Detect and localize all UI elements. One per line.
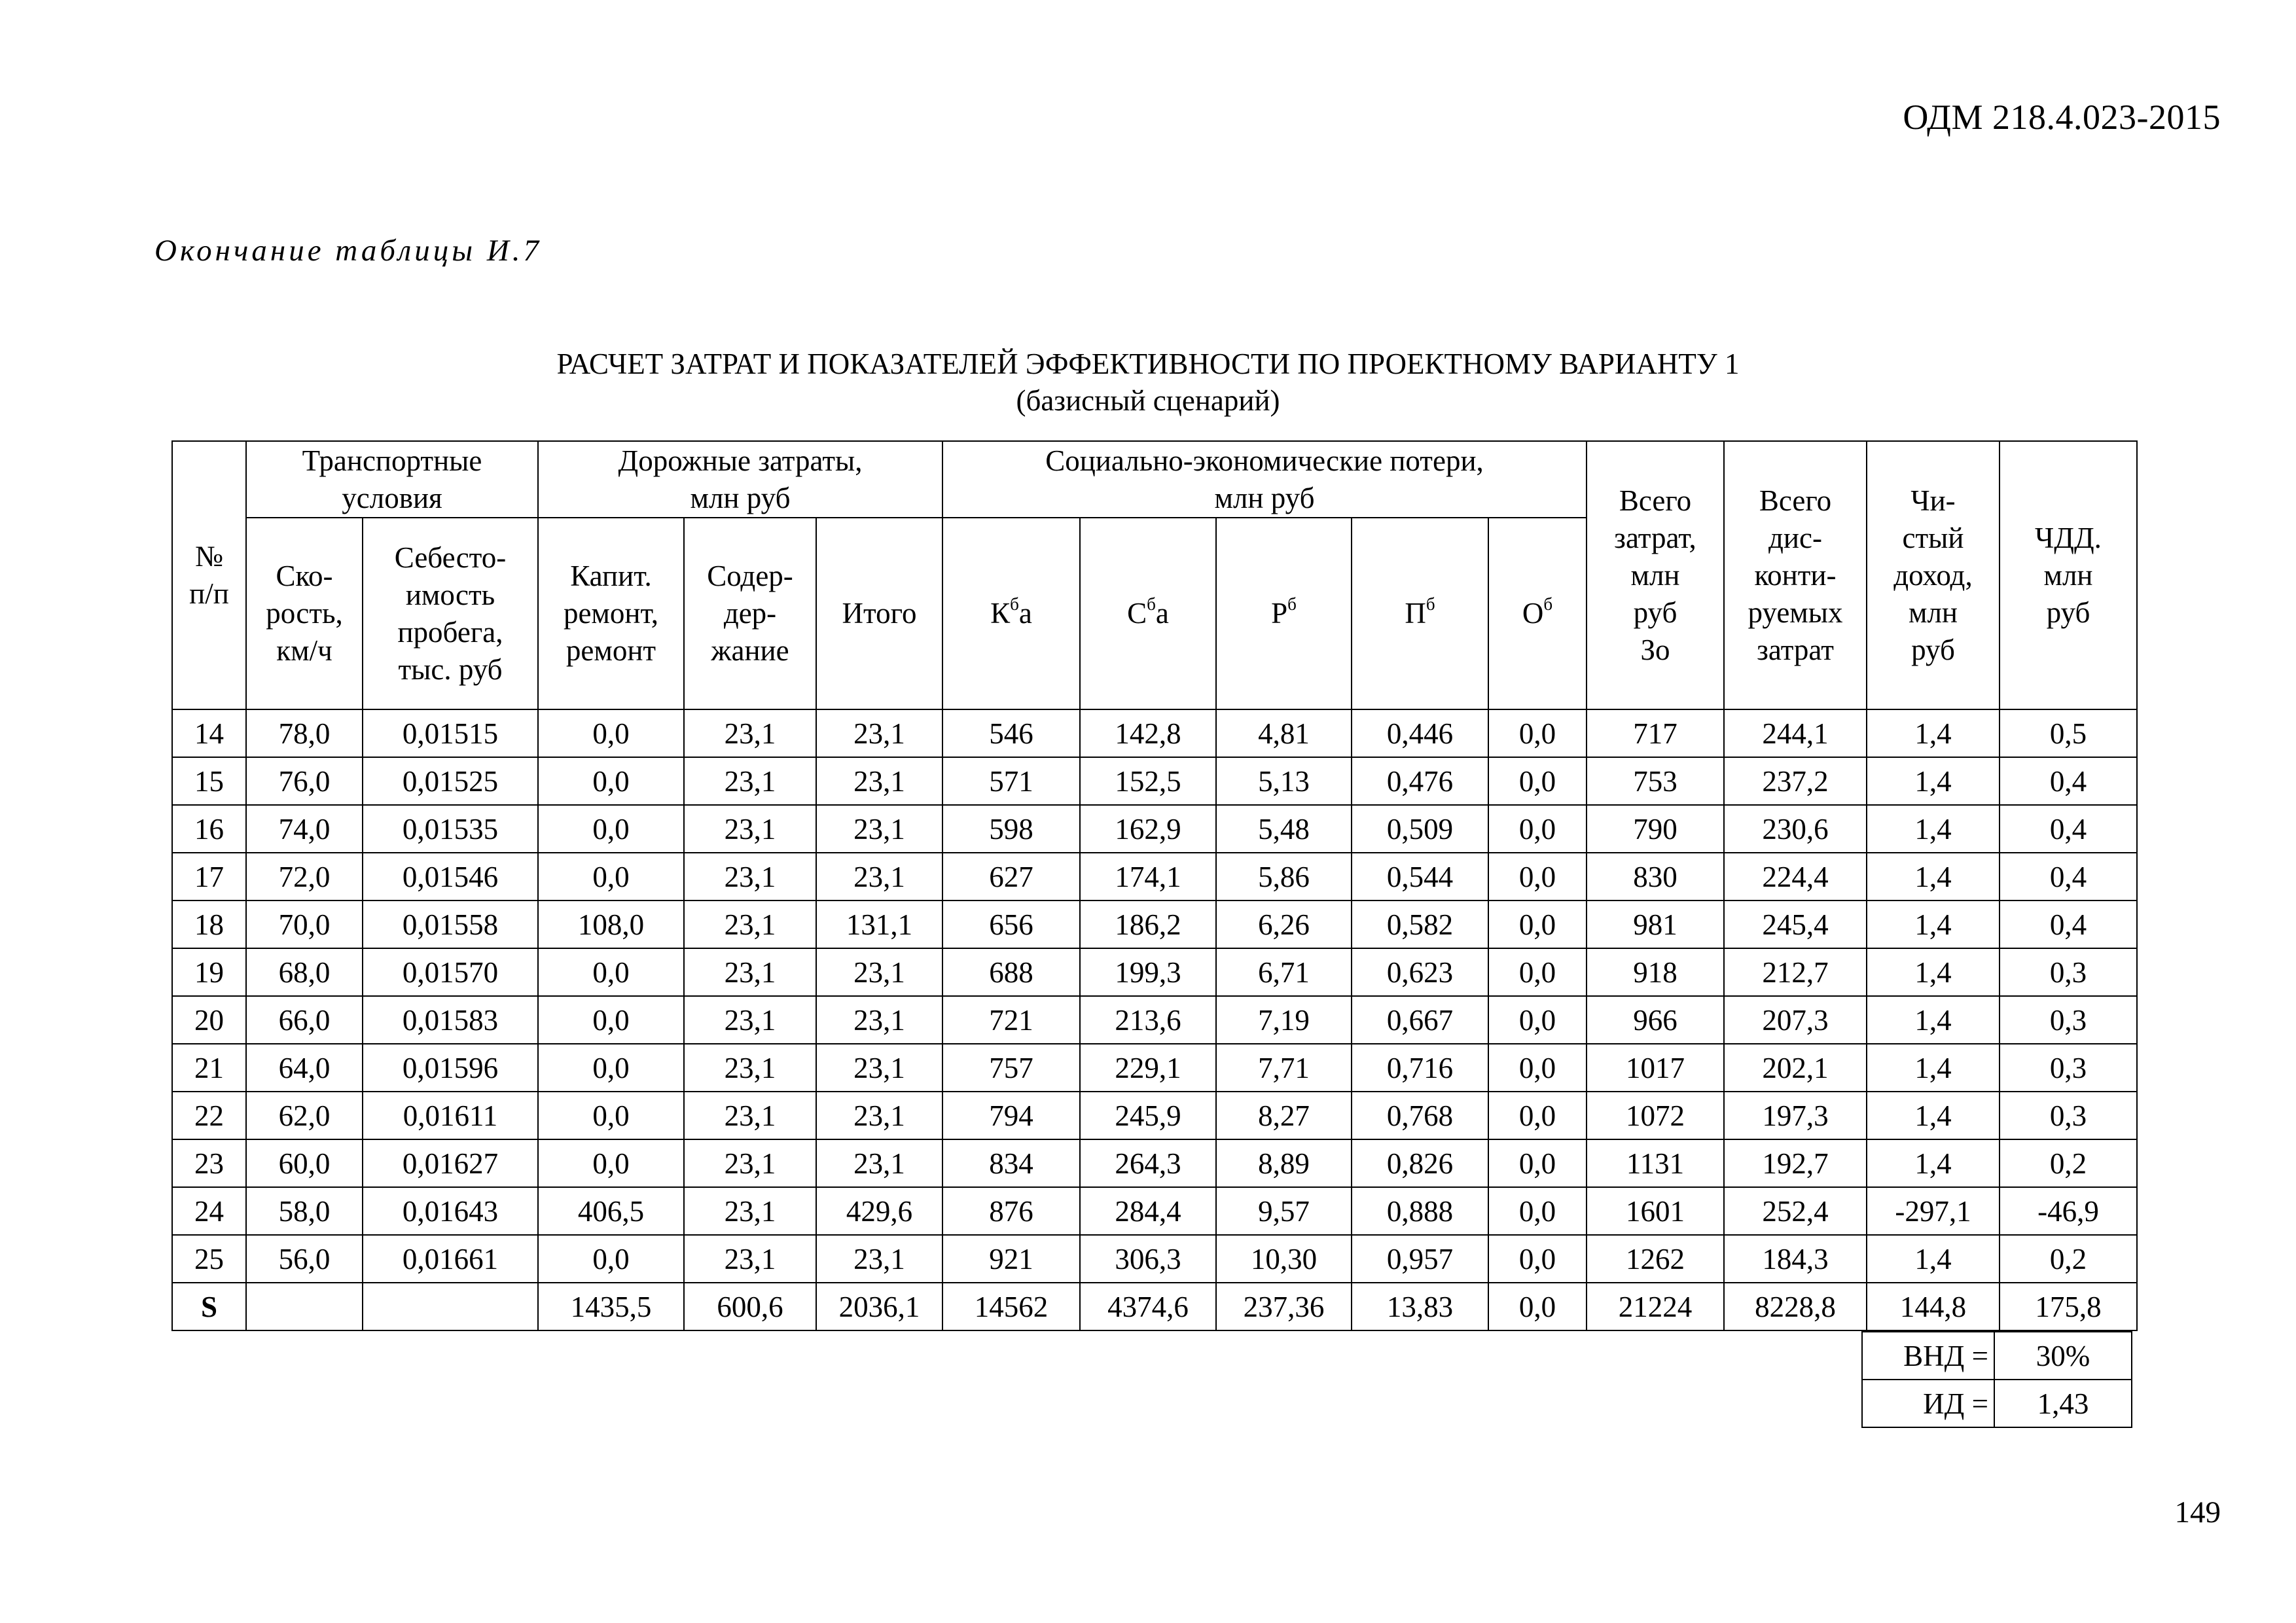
table-cell: 0,3 — [2000, 996, 2137, 1044]
row-sum — [172, 1283, 2137, 1330]
table-cell: 0,0 — [1488, 1235, 1587, 1283]
table-cell: 571 — [942, 757, 1080, 805]
table-cell: 0,582 — [1352, 901, 1488, 948]
table-cell: 966 — [1587, 996, 1724, 1044]
table-cell: 306,3 — [1080, 1235, 1216, 1283]
table-cell: 0,01525 — [363, 757, 538, 805]
table-cell: 70,0 — [246, 901, 363, 948]
table-cell: 1131 — [1587, 1139, 1724, 1187]
table-cell: 0,957 — [1352, 1235, 1488, 1283]
header-road-costs-group: Дорожные затраты, млн руб — [538, 441, 942, 518]
table-cell: 0,0 — [1488, 853, 1587, 901]
table-cell: 224,4 — [1724, 853, 1867, 901]
table-cell: 0,0 — [1488, 1092, 1587, 1139]
table-cell: 598 — [942, 805, 1080, 853]
table-cell: 0,0 — [1488, 709, 1587, 757]
table-cell: 0,0 — [1488, 1187, 1587, 1235]
table-cell: 981 — [1587, 901, 1724, 948]
header-transport-group: Транспортные условия — [246, 441, 538, 518]
indicator-pi-label: ИД = — [1862, 1380, 1994, 1427]
table-cell: 23,1 — [684, 901, 816, 948]
table-cell: 14562 — [942, 1283, 1080, 1330]
table-cell: 13,83 — [1352, 1283, 1488, 1330]
table-cell: 0,5 — [2000, 709, 2137, 757]
table-cell: 1,4 — [1867, 948, 2000, 996]
table-cell: 186,2 — [1080, 901, 1216, 948]
table-cell: 56,0 — [246, 1235, 363, 1283]
table-cell: 0,0 — [538, 853, 684, 901]
table-cell: 23,1 — [684, 757, 816, 805]
table-cell: 7,19 — [1216, 996, 1352, 1044]
table-cell: 6,26 — [1216, 901, 1352, 948]
header-speed: Ско- рость, км/ч — [246, 518, 363, 709]
row-24 — [172, 1187, 2137, 1235]
table-cell: 244,1 — [1724, 709, 1867, 757]
table-cell: 1,4 — [1867, 805, 2000, 853]
table-cell: 192,7 — [1724, 1139, 1867, 1187]
table-cell: 1,4 — [1867, 1044, 2000, 1092]
table-cell: 4374,6 — [1080, 1283, 1216, 1330]
table-cell: 717 — [1587, 709, 1724, 757]
table-cell: 144,8 — [1867, 1283, 2000, 1330]
table-cell: 0,0 — [1488, 1139, 1587, 1187]
row-17 — [172, 853, 2137, 901]
table-cell: 2036,1 — [816, 1283, 942, 1330]
table-cell: 64,0 — [246, 1044, 363, 1092]
row-20 — [172, 996, 2137, 1044]
table-cell: 25 — [172, 1235, 246, 1283]
table-cell: 0,0 — [538, 805, 684, 853]
table-continuation-label: Окончание таблицы И.7 — [154, 234, 543, 268]
table-cell: -46,9 — [2000, 1187, 2137, 1235]
table-cell: 0,0 — [1488, 1283, 1587, 1330]
table-cell: 23,1 — [684, 1187, 816, 1235]
table-cell: 921 — [942, 1235, 1080, 1283]
table-cell: 0,0 — [1488, 948, 1587, 996]
table-cell: 174,1 — [1080, 853, 1216, 901]
table-cell: 0,0 — [538, 948, 684, 996]
table-cell: 429,6 — [816, 1187, 942, 1235]
header-discounted-costs: Всего дис- конти- руемых затрат — [1724, 441, 1867, 709]
header-cost-per-run: Себесто- имость пробега, тыс. руб — [363, 518, 538, 709]
table-cell: 142,8 — [1080, 709, 1216, 757]
table-cell: 0,0 — [538, 1139, 684, 1187]
table-cell: 8,89 — [1216, 1139, 1352, 1187]
header-p: $П^б$ — [1352, 518, 1488, 709]
header-npv: ЧДД. млн руб — [2000, 441, 2137, 709]
row-23 — [172, 1139, 2137, 1187]
table-cell: 8228,8 — [1724, 1283, 1867, 1330]
table-cell: 23,1 — [684, 1139, 816, 1187]
table-cell: 656 — [942, 901, 1080, 948]
table-cell: 212,7 — [1724, 948, 1867, 996]
table-cell: 0,01611 — [363, 1092, 538, 1139]
table-cell: 23,1 — [684, 1235, 816, 1283]
row-18 — [172, 901, 2137, 948]
table-cell: 23,1 — [816, 709, 942, 757]
table-title-line2: (базисный сценарий) — [1016, 384, 1280, 417]
table-cell: 108,0 — [538, 901, 684, 948]
table-cell: 1,4 — [1867, 757, 2000, 805]
table-cell: 830 — [1587, 853, 1724, 901]
table-cell: 230,6 — [1724, 805, 1867, 853]
table-cell: 23 — [172, 1139, 246, 1187]
table-cell: 23,1 — [684, 996, 816, 1044]
table-cell: 17 — [172, 853, 246, 901]
table-cell: 757 — [942, 1044, 1080, 1092]
table-cell: 1,4 — [1867, 1235, 2000, 1283]
table-cell: 284,4 — [1080, 1187, 1216, 1235]
row-14 — [172, 709, 2137, 757]
table-cell: 1262 — [1587, 1235, 1724, 1283]
table-cell: 0,0 — [1488, 805, 1587, 853]
table-cell: 688 — [942, 948, 1080, 996]
cost-efficiency-table — [171, 440, 2138, 1331]
table-cell: 1072 — [1587, 1092, 1724, 1139]
table-cell: 23,1 — [816, 1235, 942, 1283]
header-r: $Р^б$ — [1216, 518, 1352, 709]
indicator-pi-row — [1862, 1380, 2132, 1427]
table-cell: 0,01583 — [363, 996, 538, 1044]
row-19 — [172, 948, 2137, 996]
header-road-total: Итого — [816, 518, 942, 709]
table-cell: 21224 — [1587, 1283, 1724, 1330]
table-cell: 1,4 — [1867, 853, 2000, 901]
table-cell: 0,4 — [2000, 757, 2137, 805]
table-cell: 721 — [942, 996, 1080, 1044]
table-cell: 60,0 — [246, 1139, 363, 1187]
table-cell: 0,0 — [1488, 901, 1587, 948]
table-cell: 213,6 — [1080, 996, 1216, 1044]
table-cell: 0,667 — [1352, 996, 1488, 1044]
table-cell: 18 — [172, 901, 246, 948]
indicator-irr-label: ВНД = — [1862, 1332, 1994, 1380]
table-cell: 1435,5 — [538, 1283, 684, 1330]
table-cell: 0,0 — [1488, 757, 1587, 805]
table-cell: 0,01515 — [363, 709, 538, 757]
table-cell: 72,0 — [246, 853, 363, 901]
table-cell: 0,0 — [538, 1235, 684, 1283]
table-cell: 0,0 — [538, 1044, 684, 1092]
table-cell: 74,0 — [246, 805, 363, 853]
table-body — [172, 709, 2137, 1330]
table-cell: 790 — [1587, 805, 1724, 853]
table-cell: 207,3 — [1724, 996, 1867, 1044]
row-22 — [172, 1092, 2137, 1139]
table-cell: 0,4 — [2000, 901, 2137, 948]
table-cell: 197,3 — [1724, 1092, 1867, 1139]
table-cell: 21 — [172, 1044, 246, 1092]
table-cell: 237,36 — [1216, 1283, 1352, 1330]
table-cell: 15 — [172, 757, 246, 805]
table-cell: 23,1 — [684, 948, 816, 996]
indicators-table — [1861, 1331, 2132, 1428]
table-cell: 24 — [172, 1187, 246, 1235]
table-cell: 546 — [942, 709, 1080, 757]
header-c: $С^ба$ — [1080, 518, 1216, 709]
header-maintenance: Содер- дер- жание — [684, 518, 816, 709]
table-cell: 0,768 — [1352, 1092, 1488, 1139]
table-cell: 7,71 — [1216, 1044, 1352, 1092]
table-cell — [246, 1283, 363, 1330]
table-cell: 0,716 — [1352, 1044, 1488, 1092]
table-cell: 0,0 — [538, 996, 684, 1044]
table-cell: 58,0 — [246, 1187, 363, 1235]
table-cell: 834 — [942, 1139, 1080, 1187]
table-cell — [363, 1283, 538, 1330]
table-cell: 10,30 — [1216, 1235, 1352, 1283]
table-cell: 245,9 — [1080, 1092, 1216, 1139]
row-16 — [172, 805, 2137, 853]
table-cell: 23,1 — [816, 996, 942, 1044]
table-cell: 0,476 — [1352, 757, 1488, 805]
table-cell: 5,86 — [1216, 853, 1352, 901]
table-cell: 68,0 — [246, 948, 363, 996]
table-cell: 66,0 — [246, 996, 363, 1044]
row-21 — [172, 1044, 2137, 1092]
table-cell: 23,1 — [816, 1139, 942, 1187]
table-cell: 16 — [172, 805, 246, 853]
table-title — [0, 346, 2296, 419]
row-25 — [172, 1235, 2137, 1283]
table-cell: 23,1 — [684, 853, 816, 901]
table-cell: 1,4 — [1867, 709, 2000, 757]
table-cell: 0,544 — [1352, 853, 1488, 901]
table-cell: 23,1 — [684, 709, 816, 757]
table-cell: 0,0 — [538, 1092, 684, 1139]
table-cell: 0,2 — [2000, 1235, 2137, 1283]
table-cell: 0,3 — [2000, 1092, 2137, 1139]
header-o: $О^б$ — [1488, 518, 1587, 709]
indicator-irr-row — [1862, 1332, 2132, 1380]
table-cell: 184,3 — [1724, 1235, 1867, 1283]
table-cell: 0,01570 — [363, 948, 538, 996]
header-social-losses-group: Социально-экономические потери, млн руб — [942, 441, 1587, 518]
table-cell: 0,3 — [2000, 1044, 2137, 1092]
table-cell: 199,3 — [1080, 948, 1216, 996]
table-title-line1: РАСЧЕТ ЗАТРАТ И ПОКАЗАТЕЛЕЙ ЭФФЕКТИВНОСТИ ПО ПРОЕКТНОМУ ВАРИАНТУ 1 — [556, 348, 1740, 380]
table-cell: 0,4 — [2000, 853, 2137, 901]
table-cell: 876 — [942, 1187, 1080, 1235]
table-cell: 0,2 — [2000, 1139, 2137, 1187]
table-cell: 19 — [172, 948, 246, 996]
table-cell: 0,01546 — [363, 853, 538, 901]
table-cell: 245,4 — [1724, 901, 1867, 948]
header-total-costs: Всего затрат, млн руб Зо — [1587, 441, 1724, 709]
table-cell: 152,5 — [1080, 757, 1216, 805]
document-code: ОДМ 218.4.023-2015 — [1903, 98, 2221, 137]
table-cell: 20 — [172, 996, 246, 1044]
table-cell: 0,01596 — [363, 1044, 538, 1092]
table-cell: -297,1 — [1867, 1187, 2000, 1235]
table-cell: 0,0 — [1488, 996, 1587, 1044]
table-cell: 78,0 — [246, 709, 363, 757]
table-cell: 8,27 — [1216, 1092, 1352, 1139]
table-cell: 753 — [1587, 757, 1724, 805]
table-cell: 0,509 — [1352, 805, 1488, 853]
header-capital-repair: Капит. ремонт, ремонт — [538, 518, 684, 709]
table-cell: 23,1 — [816, 1092, 942, 1139]
indicator-irr-value: 30% — [1994, 1332, 2132, 1380]
table-cell: 162,9 — [1080, 805, 1216, 853]
table-cell: 627 — [942, 853, 1080, 901]
table-cell: 918 — [1587, 948, 1724, 996]
table-cell: 1,4 — [1867, 996, 2000, 1044]
table-cell: 1,4 — [1867, 1139, 2000, 1187]
table-cell: 0,826 — [1352, 1139, 1488, 1187]
table-cell: 5,13 — [1216, 757, 1352, 805]
page-number: 149 — [2174, 1495, 2221, 1529]
table-cell: 237,2 — [1724, 757, 1867, 805]
table-cell: 23,1 — [684, 1044, 816, 1092]
table-cell: 202,1 — [1724, 1044, 1867, 1092]
table-cell: 1601 — [1587, 1187, 1724, 1235]
table-cell: 0,0 — [1488, 1044, 1587, 1092]
table-cell: 62,0 — [246, 1092, 363, 1139]
table-cell: 1,4 — [1867, 1092, 2000, 1139]
table-cell: 9,57 — [1216, 1187, 1352, 1235]
table-cell: 0,0 — [538, 709, 684, 757]
table-cell: 22 — [172, 1092, 246, 1139]
table-cell: 14 — [172, 709, 246, 757]
table-cell: 0,01627 — [363, 1139, 538, 1187]
table-cell: 794 — [942, 1092, 1080, 1139]
table-cell: 0,01643 — [363, 1187, 538, 1235]
table-cell: 23,1 — [684, 1092, 816, 1139]
table-cell: 0,4 — [2000, 805, 2137, 853]
table-cell: 264,3 — [1080, 1139, 1216, 1187]
table-cell: 1,4 — [1867, 901, 2000, 948]
table-cell: 0,446 — [1352, 709, 1488, 757]
table-cell: 600,6 — [684, 1283, 816, 1330]
table-cell: 252,4 — [1724, 1187, 1867, 1235]
indicator-pi-value: 1,43 — [1994, 1380, 2132, 1427]
table-cell: 229,1 — [1080, 1044, 1216, 1092]
table-cell: 175,8 — [2000, 1283, 2137, 1330]
table-cell: 0,888 — [1352, 1187, 1488, 1235]
table-cell: 0,01558 — [363, 901, 538, 948]
table-cell: 0,3 — [2000, 948, 2137, 996]
header-k: $К^ба$ — [942, 518, 1080, 709]
table-cell: 131,1 — [816, 901, 942, 948]
table-cell: S — [172, 1283, 246, 1330]
row-15 — [172, 757, 2137, 805]
table-cell: 0,01535 — [363, 805, 538, 853]
table-cell: 23,1 — [816, 853, 942, 901]
table-cell: 23,1 — [816, 948, 942, 996]
header-num: № п/п — [172, 441, 246, 709]
table-cell: 5,48 — [1216, 805, 1352, 853]
table-cell: 406,5 — [538, 1187, 684, 1235]
table-cell: 23,1 — [816, 1044, 942, 1092]
table-cell: 23,1 — [816, 805, 942, 853]
table-cell: 23,1 — [684, 805, 816, 853]
table-cell: 0,0 — [538, 757, 684, 805]
table-cell: 4,81 — [1216, 709, 1352, 757]
table-cell: 1017 — [1587, 1044, 1724, 1092]
table-cell: 6,71 — [1216, 948, 1352, 996]
header-net-income: Чи- стый доход, млн руб — [1867, 441, 2000, 709]
table-cell: 0,01661 — [363, 1235, 538, 1283]
table-cell: 76,0 — [246, 757, 363, 805]
table-cell: 23,1 — [816, 757, 942, 805]
table-cell: 0,623 — [1352, 948, 1488, 996]
